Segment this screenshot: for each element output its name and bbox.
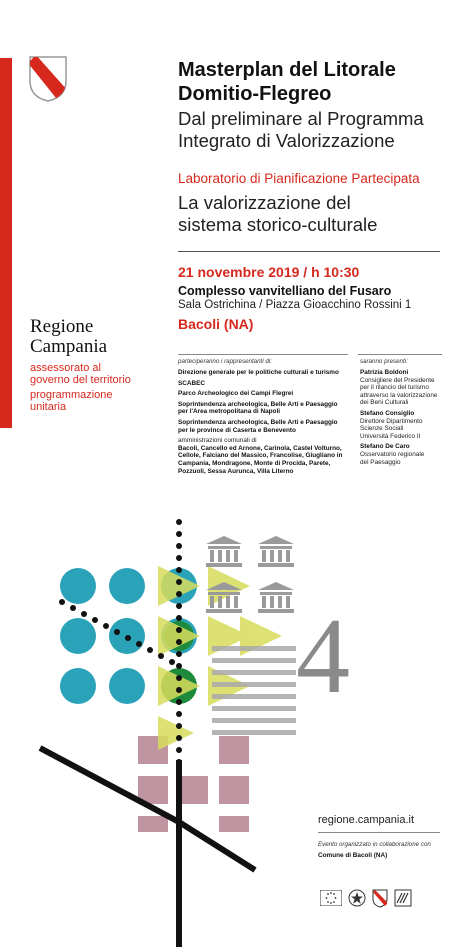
participants-list [178,358,356,475]
mauve-squares [138,736,249,832]
speakers-list [360,358,460,466]
title-line-2: Domitio-Flegreo [178,83,332,105]
assessorato-line-1: assessorato al [30,362,101,374]
eu-flag-icon [320,890,342,906]
event-date: 21 novembre 2019 / h 10:30 [178,264,360,280]
participant-item: Soprintendenza archeologica, Belle Arti e Paesaggio [178,400,338,408]
theme-line-2: sistema storico-culturale [178,214,378,235]
speaker-name: Stefano De Caro [360,443,410,451]
subtitle-line-1: Dal preliminare al Programma [178,108,424,129]
speaker-role: per il rilancio del turismo [360,384,429,392]
por-fesr-icon [394,889,412,907]
admin-line: Bacoli, Cancello ed Arnone, Carinola, Castel Volturno, [178,444,342,452]
title-line-1: Masterplan del Litorale [178,59,396,81]
speaker-name: Stefano Consiglio [360,409,415,417]
admin-line: Pozzuoli, Sessa Aurunca, Villa Literno [178,467,294,475]
lab-label: Laboratorio di Pianificazione Partecipata [178,171,420,186]
website-link[interactable]: regione.campania.it [318,814,415,826]
speaker-role: Scienze Sociali [360,425,404,433]
big-number: 4 [296,597,350,716]
speakers-rule [358,354,442,355]
speaker-name: Patrizia Boldoni [360,369,409,376]
divider [178,251,440,252]
participants-rule [178,354,348,355]
assessorato-line-2: governo del territorio [30,374,131,386]
speaker-role: Direttore Dipartimento [360,417,423,425]
event-hall: Sala Ostrichina / Piazza Gioacchino Rossini 1 [178,299,412,311]
republic-emblem-icon [348,889,366,907]
admin-line: Campania, Mondragone, Monte di Procida, Parete, [178,459,331,467]
temple-icon [206,536,242,567]
region-name-line-1: Regione [30,316,94,337]
decorative-graphic [0,510,474,947]
speaker-role: Osservatorio regionale [360,450,425,458]
programmazione-line-2: unitaria [30,401,67,413]
speaker-role: attraverso la valorizzazione [360,391,438,399]
participant-item: Soprintendenza archeologica, Belle Arti e Paesaggio [178,418,338,426]
temple-icon [258,536,294,567]
red-side-bar [0,58,12,428]
temple-icon [258,582,294,613]
speaker-role: Università Federico II [360,432,421,440]
participant-item: Direzione generale per le politiche culturali e turismo [178,369,339,376]
admin-line: Cellole, Falciano del Massico, Francolise, Giugliano in [178,452,343,460]
event-venue: Complesso vanvitelliano del Fusaro [178,284,392,298]
participant-item: per le province di Caserta e Benevento [178,426,296,434]
event-city: Bacoli (NA) [178,316,254,332]
participant-item: SCABEC [178,379,205,387]
participants-intro: parteciperanno i rappresentanti di: [178,358,272,365]
footer-rule [318,832,440,833]
participant-item: per l'Area metropolitana di Napoli [178,408,281,416]
speaker-role: Consigliere del Presidente [360,376,435,384]
programmazione-line-1: programmazione [30,389,113,401]
region-name-line-2: Campania [30,336,108,357]
subtitle-line-2: Integrato di Valorizzazione [178,130,395,151]
speaker-role: dei Beni Culturali [360,399,409,407]
speaker-role: del Paesaggio [360,458,401,466]
speakers-intro: saranno presenti: [360,358,408,365]
campania-crest-icon [372,889,388,908]
admin-intro: amministrazioni comunali di [178,437,257,445]
theme-line-1: La valorizzazione del [178,192,351,213]
participant-item: Parco Archeologico dei Campi Flegrei [178,390,294,398]
organized-partner: Comune di Bacoli (NA) [318,852,388,859]
organized-note: Evento organizzato in collaborazione con [318,841,431,848]
campania-crest-icon [28,55,68,103]
